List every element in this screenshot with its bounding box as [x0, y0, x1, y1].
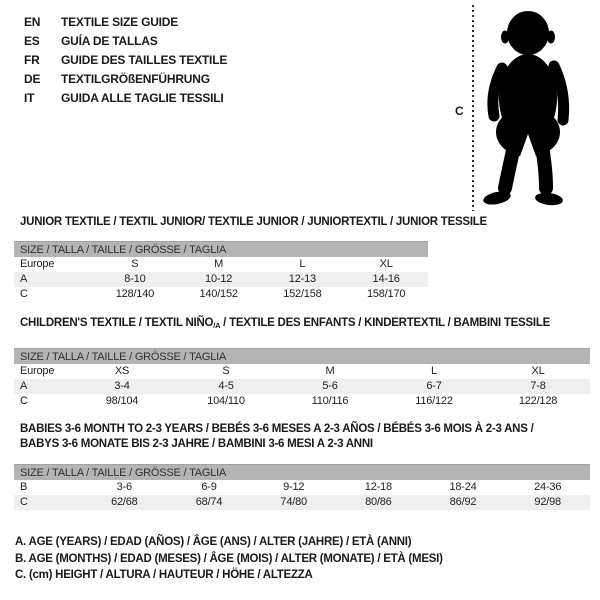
row-cell: 9-12: [283, 481, 305, 493]
row-cell: 98/104: [105, 395, 139, 407]
language-title: GUIDA ALLE TAGLIE TESSILI: [61, 90, 224, 105]
junior-size-table: [14, 241, 428, 302]
row-cell: 24-36: [534, 481, 562, 493]
language-row: [24, 12, 227, 31]
row-label: C: [20, 288, 28, 300]
row-cell: XL: [379, 258, 393, 270]
row-cell: 8-10: [124, 273, 146, 285]
row-cell: 14-16: [372, 273, 400, 285]
table-row: [14, 495, 590, 510]
legend-note-line: C. (cm) HEIGHT / ALTURA / HAUTEUR / HÖHE / ALTEZZA: [15, 569, 313, 581]
title-subscript: /A: [213, 321, 221, 330]
row-cell: L: [431, 365, 437, 377]
row-cell: 4-5: [218, 380, 234, 392]
language-code: FR: [24, 52, 40, 67]
title-text: BABIES 3-6 MONTH TO 2-3 YEARS / BEBÉS 3-6 MESES A 2-3 AÑOS / BÉBÉS 3-6 MOIS À 2-3 ANS /: [20, 423, 534, 435]
row-cell: 68/74: [195, 496, 223, 508]
row-cell: 110/116: [311, 395, 349, 407]
row-cell: 152/158: [283, 288, 322, 300]
row-label: A: [20, 380, 28, 392]
language-title: TEXTILGRÖßENFÜHRUNG: [61, 71, 210, 86]
language-list: [24, 12, 227, 107]
language-code: ES: [24, 33, 40, 48]
title-text: CHILDREN'S TEXTILE / TEXTIL NIÑO: [20, 317, 214, 329]
row-cell: 6-9: [201, 481, 217, 493]
row-cell: 116/122: [415, 395, 453, 407]
size-header-bar: SIZE / TALLA / TAILLE / GRÖSSE / TAGLIA: [14, 241, 428, 257]
title-text: JUNIOR TEXTILE / TEXTIL JUNIOR/ TEXTILE JUNIOR / JUNIORTEXTIL / JUNIOR TESSILE: [20, 216, 487, 228]
table-row: [14, 394, 590, 409]
height-measure-label: C: [455, 104, 464, 118]
row-cell: S: [131, 258, 139, 270]
children-size-table: [14, 348, 590, 409]
legend-note-line: A. AGE (YEARS) / EDAD (AÑOS) / ÂGE (ANS) / ALTER (JAHRE) / ETÀ (ANNI): [15, 536, 412, 548]
row-cell: M: [214, 258, 224, 270]
table-row: [14, 480, 590, 495]
row-label: Europe: [20, 258, 55, 270]
table-title-line: [20, 316, 550, 333]
row-cell: 3-6: [116, 481, 132, 493]
row-cell: 18-24: [449, 481, 477, 493]
title-text: BABYS 3-6 MONATE BIS 2-3 JAHRE / BAMBINI 3-6 MESI A 2-3 ANNI: [20, 438, 373, 450]
row-cell: 12-18: [364, 481, 392, 493]
row-label: B: [20, 481, 28, 493]
row-label: C: [20, 395, 28, 407]
row-cell: 5-6: [322, 380, 338, 392]
row-cell: XS: [114, 365, 130, 377]
row-cell: M: [325, 365, 335, 377]
children-table-title: [20, 316, 550, 333]
legend-note-line: B. AGE (MONTHS) / EDAD (MESES) / ÂGE (MOIS) / ALTER (MONATE) / ETÀ (MESI): [15, 552, 443, 565]
language-title: TEXTILE SIZE GUIDE: [61, 14, 179, 29]
table-title-line: [20, 215, 487, 230]
row-label: A: [20, 273, 28, 285]
language-title: GUIDE DES TAILLES TEXTILE: [61, 52, 228, 67]
row-cell: 12-13: [288, 273, 316, 285]
row-cell: 104/110: [207, 395, 245, 407]
row-cell: 3-4: [114, 380, 130, 392]
row-cell: 62/68: [111, 496, 138, 508]
table-row: [14, 379, 590, 394]
table-title-line: [20, 422, 534, 437]
legend-notes: [15, 534, 443, 584]
babies-table-title: [20, 422, 534, 452]
language-row: [24, 31, 227, 50]
table-row: [14, 257, 428, 272]
language-title: GUÍA DE TALLAS: [61, 33, 158, 48]
table-row: [14, 272, 428, 287]
language-code: EN: [24, 14, 41, 29]
row-cell: S: [222, 365, 230, 377]
height-dotted-line: [472, 5, 474, 211]
size-header-bar: SIZE / TALLA / TAILLE / GRÖSSE / TAGLIA: [14, 348, 590, 364]
table-title-line: [20, 437, 534, 452]
size-header-bar: SIZE / TALLA / TAILLE / GRÖSSE / TAGLIA: [14, 464, 590, 480]
row-cell: 7-8: [530, 380, 546, 392]
table-row: [14, 364, 590, 379]
row-cell: L: [299, 258, 306, 270]
title-text: / TEXTILE DES ENFANTS / KINDERTEXTIL / BAMBINI TESSILE: [220, 317, 551, 329]
language-code: IT: [24, 90, 35, 105]
row-cell: 140/152: [199, 288, 238, 300]
row-cell: 10-12: [205, 273, 233, 285]
row-cell: 80/86: [365, 496, 392, 508]
table-row: [14, 287, 428, 302]
row-cell: 158/170: [366, 288, 406, 300]
row-cell: 92/98: [534, 496, 561, 508]
row-cell: 74/80: [280, 496, 307, 508]
language-code: DE: [24, 71, 41, 86]
language-row: [24, 69, 227, 88]
babies-size-table: [14, 464, 590, 510]
row-cell: 122/128: [518, 395, 558, 407]
row-cell: XL: [531, 365, 545, 377]
language-row: [24, 50, 227, 69]
row-cell: 128/140: [115, 288, 155, 300]
row-cell: 86/92: [449, 496, 477, 508]
row-label: C: [20, 496, 28, 508]
baby-silhouette-icon: [478, 6, 574, 209]
row-cell: 6-7: [426, 380, 442, 392]
language-row: [24, 88, 227, 107]
row-label: Europe: [20, 365, 55, 377]
junior-table-title: [20, 215, 487, 230]
